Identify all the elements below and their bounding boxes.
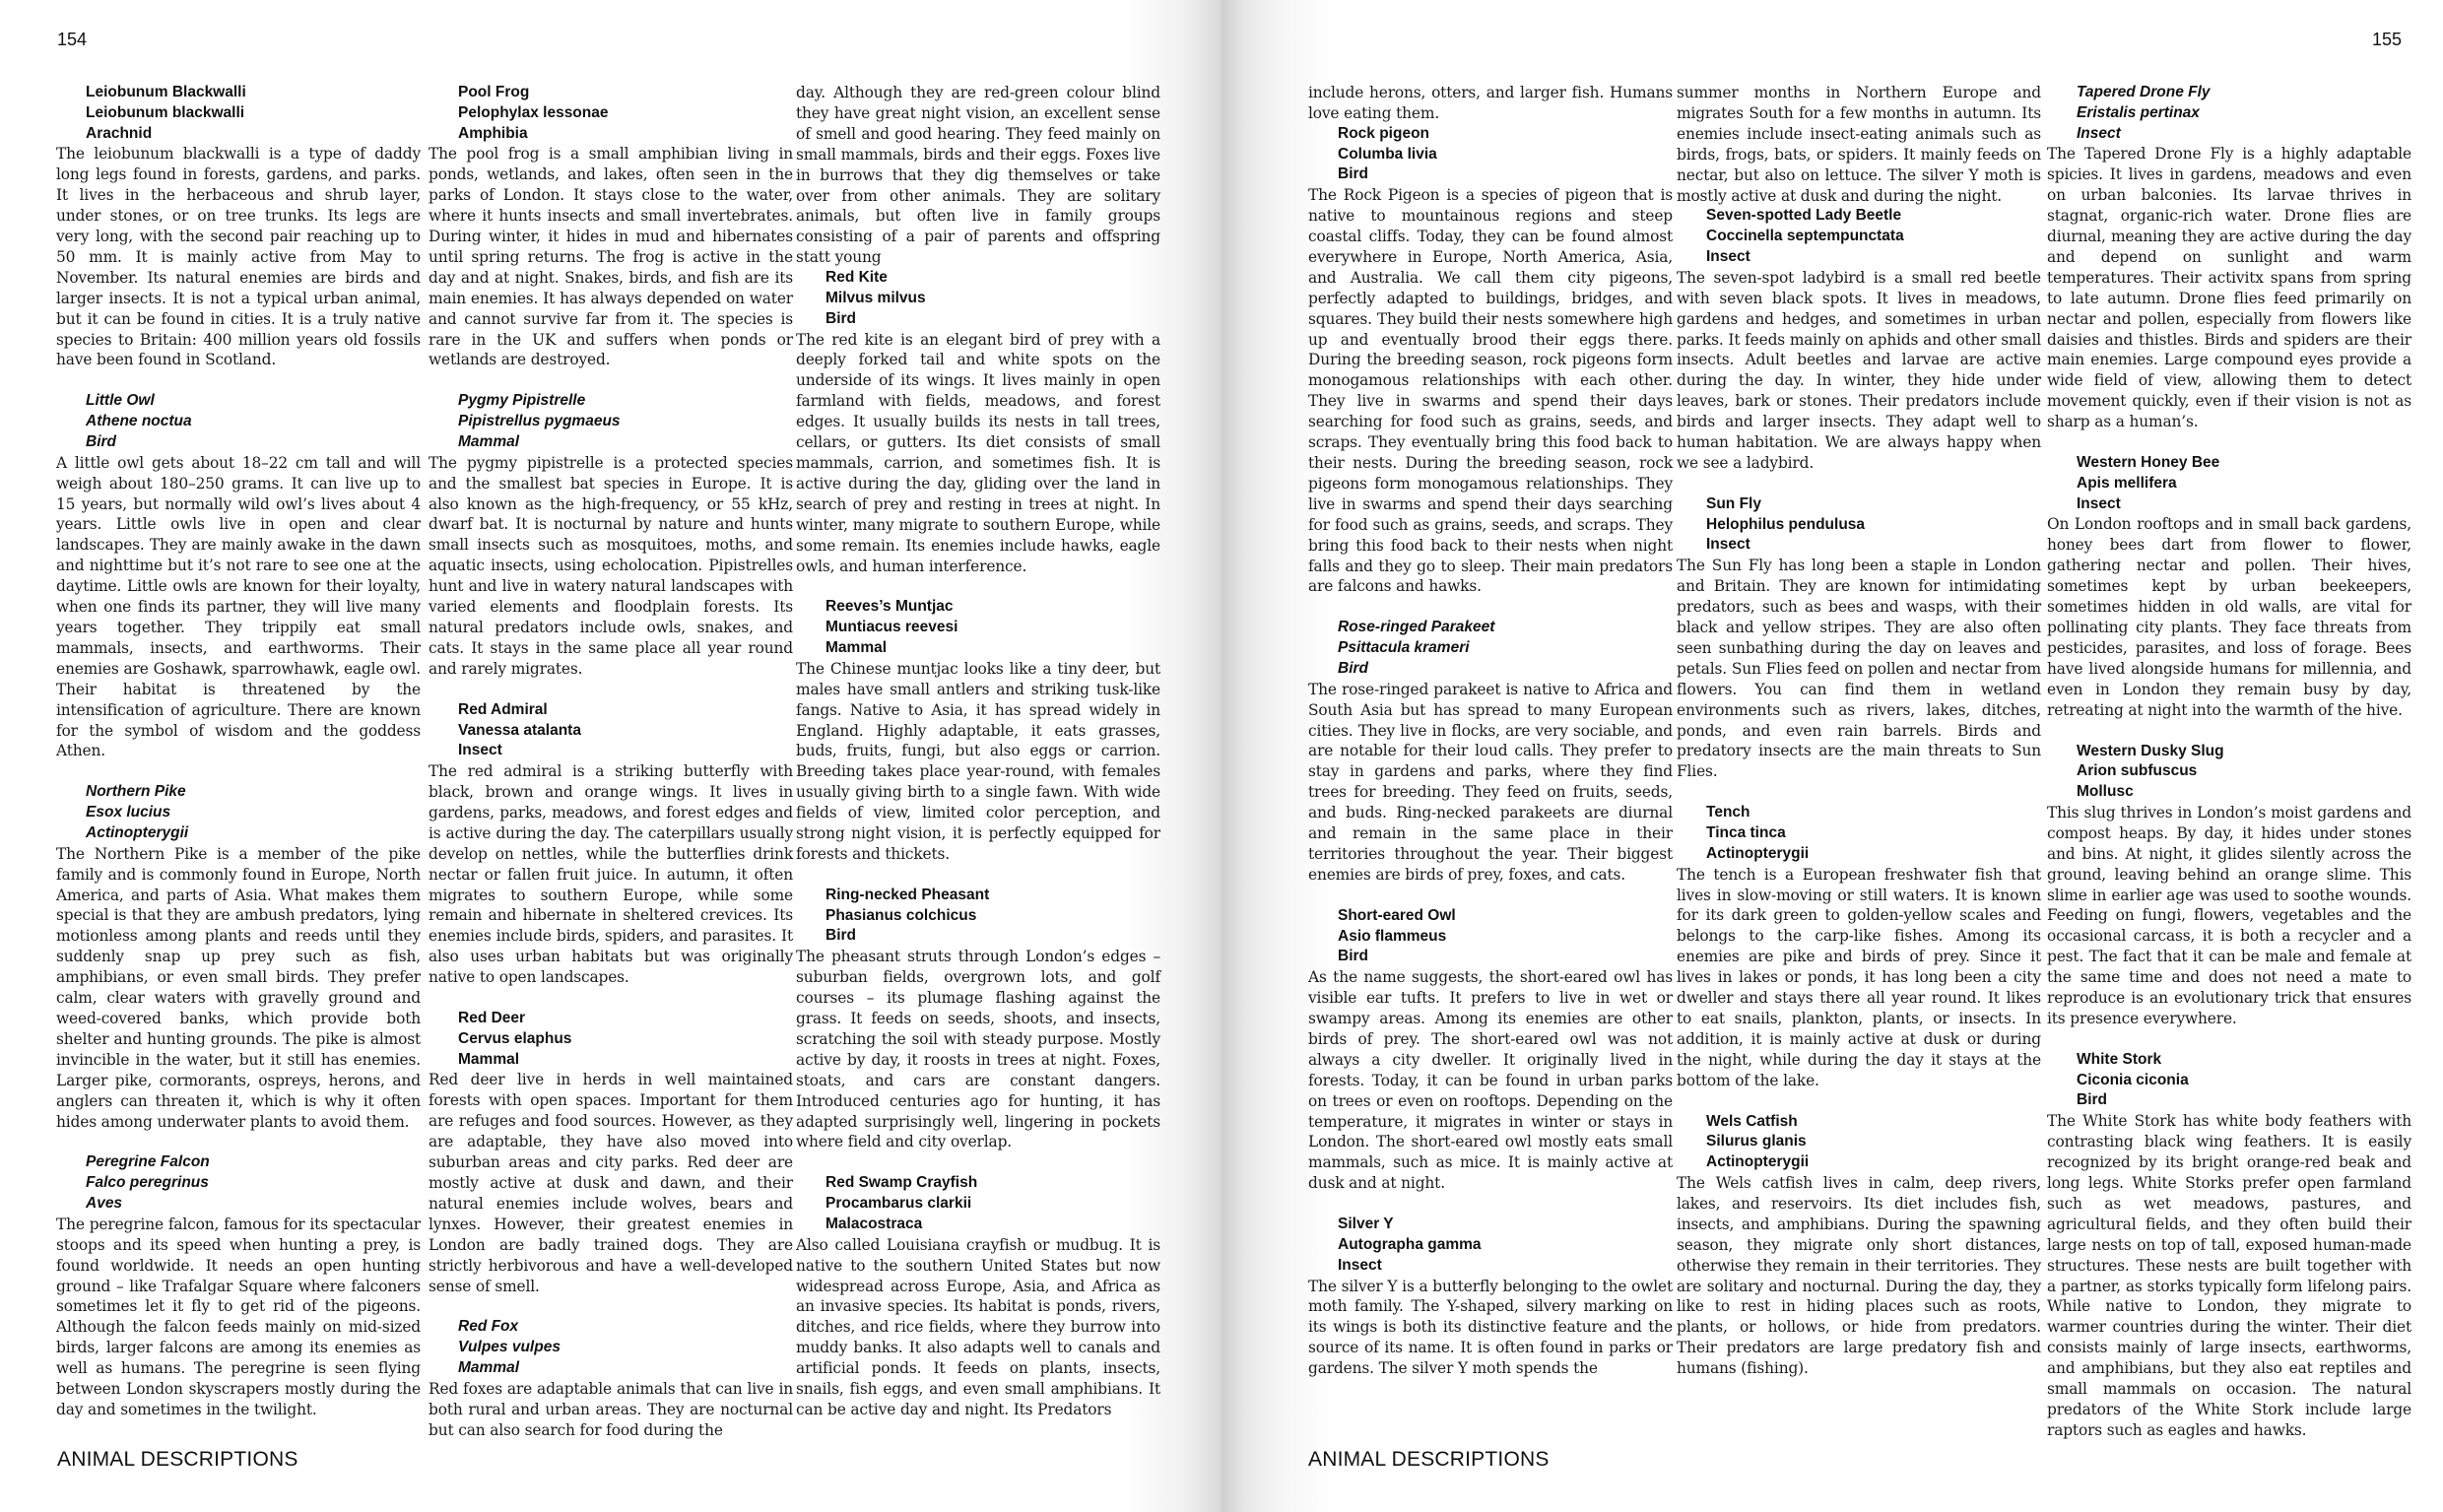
- text-column: [1308, 83, 1673, 1400]
- animal-class: Mammal: [458, 1359, 520, 1377]
- animal-class: Insect: [1706, 248, 1750, 266]
- entry-description: The Chinese muntjac looks like a tiny deer, but males have small antlers and striking tusk-like fangs. Native to Asia, it has spread widely in England. Highly adaptable, it eats grasses, buds, fruits, fungi, but also eggs or carrion. Breeding takes place year-round, with females usually giving birth to a single fawn. With wide fields of view, limited color perception, and strong night vision, it is perfectly equipped for forests and thickets.: [796, 659, 1160, 863]
- animal-entry: [429, 1009, 793, 1296]
- common-name: Tench: [1706, 804, 1750, 822]
- animal-class: Malacostraca: [825, 1215, 923, 1232]
- animal-class: Arachnid: [86, 124, 153, 142]
- entry-heading: [56, 782, 421, 843]
- running-footer: ANIMAL DESCRIPTIONS: [57, 1448, 298, 1471]
- animal-entry: [1308, 1215, 1673, 1379]
- entry-heading: [2047, 83, 2411, 144]
- scientific-name: Eristalis pertinax: [2077, 103, 2200, 121]
- animal-class: Actinopterygii: [1706, 844, 1810, 862]
- entry-heading: [429, 83, 793, 144]
- entry-description: The tench is a European freshwater fish that lives in slow-moving or still waters. It is known for its dark green to golden-yellow scales and belongs to the carp-like fishes. Among its enemies are pike and birds of prey. Since it lives in lakes or ponds, it has long been a city dweller and stays there all year round. It likes to eat snails, plankton, plants, or insects. In addition, it is mainly active at dusk or during the night, while during the day it stays at the bottom of the lake.: [1677, 865, 2041, 1089]
- scientific-name: Phasianus colchicus: [825, 906, 977, 924]
- animal-entry: [1677, 803, 2041, 1090]
- entry-heading: [1677, 803, 2041, 864]
- common-name: Peregrine Falcon: [86, 1153, 210, 1171]
- entry-heading: [2047, 1050, 2411, 1111]
- common-name: Little Owl: [86, 392, 155, 410]
- animal-class: Bird: [1338, 659, 1368, 677]
- entry-description: Red deer live in herds in well maintained forests with open spaces. Important for them are refuges and food sources. However, as they are adaptable, they have also moved into suburban areas and city parks. Red deer are mostly active at dusk and dawn, and their natural enemies include wolves, bears and lynxes. However, their greatest enemies in London are badly trained dogs. They are strictly herbivorous and have a well-developed sense of smell.: [429, 1071, 793, 1295]
- animal-entry: [1308, 124, 1673, 598]
- entry-heading: [56, 83, 421, 144]
- continued-text: summer months in Northern Europe and migrates South for a few months in autumn. Its enemies include insect-eating animals such as birds, frogs, bats, or spiders. It mainly feeds on nectar, but also on lettuce. The silver Y moth is mostly active at dusk and during the night.: [1677, 84, 2041, 205]
- common-name: Silver Y: [1338, 1216, 1394, 1233]
- continued-text: include herons, otters, and larger fish. Humans love eating them.: [1308, 84, 1673, 122]
- animal-class: Actinopterygii: [86, 823, 189, 841]
- common-name: Wels Catfish: [1706, 1112, 1798, 1130]
- scientific-name: Vulpes vulpes: [458, 1339, 561, 1356]
- entry-description: The Rock Pigeon is a species of pigeon that is native to mountainous regions and steep coastal cliffs. Today, they can be found almost everywhere in Europe, North America, Asia, and Australia. We call them city pigeons, perfectly adapted to buildings, bridges, and squares. They build their nests somewhere high up and eventually brood their eggs there. During the breeding season, rock pigeons form monogamous relationships with each other. They live in swarms and spend their days searching for food such as grains, seeds, and scraps. They eventually bring this food back to their nests. During the breeding season, rock pigeons form monogamous relationships. They live in swarms and spend their days searching for food such as grains, seeds, and scraps. They bring this food back to their nests when night falls and they go to sleep. Their main predators are falcons and hawks.: [1308, 186, 1673, 596]
- entry-heading: [2047, 742, 2411, 803]
- page-number: 155: [2371, 30, 2402, 49]
- scientific-name: Helophilus pendulusa: [1706, 515, 1866, 533]
- entry-description: The red admiral is a striking butterfly with black, brown and orange wings. It lives in gardens, parks, meadows, and forest edges and is active during the day. The caterpillars usually develop on nettles, while the butterflies drink nectar or fallen fruit juice. In autumn, it often migrates to southern Europe, while some remain and hibernate in sheltered crevices. Its enemies include birds, spiders, and parasites. It also uses urban habitats but was originally native to open landscapes.: [429, 762, 793, 987]
- animal-class: Mammal: [458, 1050, 520, 1068]
- animal-entry: [1308, 906, 1673, 1194]
- common-name: Short-eared Owl: [1338, 906, 1456, 924]
- entry-description: The pool frog is a small amphibian living in ponds, wetlands, and lakes, often seen in the parks of London. It stays close to the water, where it hunts insects and small invertebrates. During winter, it hides in mud and hibernates until spring returns. The frog is active in the day and at night. Snakes, birds, and fish are its main enemies. It has always depended on water and cannot survive far from it. The species is rare in the UK and suffers when ponds or wetlands are destroyed.: [429, 145, 793, 369]
- animal-entry: [796, 597, 1160, 864]
- common-name: Western Dusky Slug: [2077, 742, 2224, 759]
- entry-description: The rose-ringed parakeet is native to Africa and South Asia but has spread to many European cities. They live in flocks, are very sociable, and are notable for their loud calls. They prefer to stay in gardens and parks, where they find trees for breeding. They feed on fruits, seeds, and buds. Ring-necked parakeets are diurnal and remain in the same place in their territories throughout the year. Their biggest enemies are birds of prey, foxes, and cats.: [1308, 680, 1673, 884]
- entry-heading: [56, 1152, 421, 1214]
- common-name: Red Admiral: [458, 700, 548, 718]
- text-column: [56, 83, 421, 1441]
- animal-class: Insect: [1706, 536, 1750, 554]
- entry-heading: [796, 597, 1160, 658]
- entry-heading: [796, 1173, 1160, 1234]
- animal-entry: [2047, 83, 2411, 432]
- common-name: Tapered Drone Fly: [2077, 84, 2211, 100]
- entry-heading: [1677, 494, 2041, 556]
- text-column: [1677, 83, 2041, 1400]
- scientific-name: Apis mellifera: [2077, 474, 2177, 492]
- scientific-name: Coccinella septempunctata: [1706, 228, 1904, 245]
- animal-class: Amphibia: [458, 124, 528, 142]
- running-footer: ANIMAL DESCRIPTIONS: [1308, 1448, 1550, 1471]
- entry-description: The silver Y is a butterfly belonging to the owlet moth family. The Y-shaped, silvery marking on its wings is both its distinctive feature and the source of its name. It is often found in parks or gardens. The silver Y moth spends the: [1308, 1277, 1673, 1378]
- entry-description: This slug thrives in London’s moist gardens and compost heaps. By day, it hides under stones and bins. At night, it glides silently across the ground, leaving behind an orange slime. This slime in earlier age was used to soothe wounds. Feeding on fungi, flowers, vegetables and the occasional carcass, it is both a recycler and a pest. The fact that it can be male and female at the same time and does not need a mate to reproduce is an evolutionary trick that ensures its presence everywhere.: [2047, 803, 2411, 1027]
- entry-heading: [1308, 906, 1673, 967]
- scientific-name: Cervus elaphus: [458, 1029, 572, 1047]
- scientific-name: Leiobunum blackwalli: [86, 103, 245, 121]
- text-column: [429, 83, 793, 1462]
- entry-heading: [1308, 124, 1673, 185]
- common-name: Red Swamp Crayfish: [825, 1174, 978, 1192]
- common-name: Seven-spotted Lady Beetle: [1706, 207, 1902, 225]
- common-name: Ring-necked Pheasant: [825, 886, 990, 903]
- common-name: Red Deer: [458, 1010, 526, 1027]
- animal-entry: [1677, 206, 2041, 473]
- entry-heading: [796, 886, 1160, 947]
- animal-entry: [56, 1152, 421, 1419]
- entry-heading: [429, 391, 793, 452]
- entry-description: The Northern Pike is a member of the pike family and is commonly found in Europe, North America, and parts of Asia. What makes them special is that they are ambush predators, lying motionless among plants and reeds until they suddenly snap up prey such as fish, amphibians, or even small birds. They prefer calm, clear waters with gravelly ground and weed-covered banks, which provide both shelter and hunting grounds. The pike is almost invincible in the water, but it still has enemies. Larger pike, cormorants, ospreys, herons, and anglers can threaten it, which is why it often hides among underwater plants to avoid them.: [56, 844, 421, 1131]
- animal-class: Insect: [2077, 494, 2121, 512]
- animal-class: Bird: [1338, 165, 1368, 183]
- entry-description: The seven-spot ladybird is a small red beetle with seven black spots. It lives in meadows, gardens and hedges, and sometimes in urban parks. It feeds mainly on aphids and other small insects. Adult beetles and larvae are active during the day. In winter, they hide under leaves, bark or stones. Their predators include birds and larger insects. They adapt well to human habitation. We are always happy when we see a ladybird.: [1677, 268, 2041, 472]
- animal-class: Insect: [2077, 124, 2121, 142]
- common-name: Northern Pike: [86, 783, 186, 801]
- entry-heading: [429, 1317, 793, 1378]
- animal-class: Mammal: [825, 639, 888, 657]
- entry-heading: [1308, 1215, 1673, 1276]
- animal-entry: [429, 1317, 793, 1440]
- scientific-name: Psittacula krameri: [1338, 639, 1470, 657]
- entry-heading: [1677, 1112, 2041, 1173]
- animal-class: Bird: [2077, 1091, 2107, 1109]
- entry-heading: [2047, 453, 2411, 514]
- entry-description: The Tapered Drone Fly is a highly adaptable spicies. It lives in gardens, meadows and even on urban balconies. Its larvae thrives in stagnat, organic-rich water. Drone flies are diurnal, meaning they are active during the day and depend on sunlight and warm temperatures. Their activitx spans from spring to late autumn. Drone flies feed primarily on nectar and pollen, especially from flowers like daisies and thistles. Birds and spiders are their main enemies. Large compound eyes provide a wide field of view, allowing them to detect movement quickly, even if their vision is not as sharp as a human’s.: [2047, 145, 2411, 431]
- animal-class: Bird: [825, 927, 856, 945]
- entry-description: The pheasant struts through London’s edges – suburban fields, overgrown lots, and golf courses – its plumage flashing against the grass. It feeds on seeds, shoots, and insects, scratching the soil with steady purpose. Mostly active by day, it roosts in trees at night. Foxes, stoats, and cars are constant dangers. Introduced centuries ago for hunting, it has adapted surprisingly well, lingering in pockets where field and city overlap.: [796, 948, 1160, 1151]
- common-name: Reeves’s Muntjac: [825, 598, 954, 616]
- entry-description: On London rooftops and in small back gardens, honey bees dart from flower to flower, gathering nectar and pollen. Their hives, sometimes kept by urban beekeepers, sometimes hidden in old walls, are vital for pollinating city plants. They face threats from pesticides, parasites, and loss of forage. Bees have lived alongside humans for millennia, and even in London they remain busy by day, retreating at night into the warmth of the hive.: [2047, 515, 2411, 719]
- animal-entry: [429, 391, 793, 679]
- common-name: Red Fox: [458, 1318, 519, 1336]
- right-page: [1222, 0, 2443, 1512]
- entry-description: The red kite is an elegant bird of prey with a deeply forked tail and white spots on the underside of its wings. It lives mainly in open farmland with fields, meadows, and forest edges. It usually builds its nests in tall trees, cellars, or gutters. Its diet consists of small mammals, carrion, and sometimes fish. It is active during the day, gliding over the land in search of prey and resting in trees at night. In winter, many migrate to southern Europe, while some remain. Its enemies include hawks, eagle owls, and human interference.: [796, 330, 1160, 575]
- entry-description: Also called Louisiana crayfish or mudbug. It is native to the southern United States but now widespread across Europe, Asia, and Africa as an invasive species. Its habitat is ponds, rivers, ditches, and rice fields, where they burrow into muddy banks. It also adapts well to canals and artificial ponds. It feeds on plants, insects, snails, fish eggs, and even small amphibians. It can be active day and night. Its Predators: [796, 1235, 1160, 1418]
- page-number: 154: [57, 30, 88, 49]
- scientific-name: Falco peregrinus: [86, 1174, 209, 1192]
- entry-heading: [429, 700, 793, 761]
- animal-entry: [2047, 453, 2411, 720]
- animal-entry: [1677, 494, 2041, 782]
- entry-description: The White Stork has white body feathers with contrasting black wing feathers. It is easily recognized by its bright orange-red beak and long legs. White Storks prefer open farmland such as wet meadows, pastures, and agricultural fields, and they often build their large nests on top of tall, exposed human-made structures. These nests are built together with a partner, as storks typically form lifelong pairs. While native to London, they migrate to warmer countries during the winter. Their diet consists mainly of large insects, earthworms, and amphibians, but they also eat reptiles and small mammals on occasion. The natural predators of the White Stork include large raptors such as eagles and hawks.: [2047, 1112, 2411, 1439]
- animal-class: Insect: [1338, 1256, 1382, 1274]
- animal-class: Bird: [86, 432, 116, 450]
- scientific-name: Silurus glanis: [1706, 1133, 1807, 1150]
- text-column: [796, 83, 1160, 1441]
- entry-description: As the name suggests, the short-eared owl has visible ear tufts. It prefers to live in wet or swampy areas. Among its enemies are other birds of prey. The short-eared owl was not always a city dweller. It originally lived in forests. Today, it can be found in urban parks on trees or even on rooftops. Depending on the temperature, it migrates in winter or stays in London. The short-eared owl mostly eats small mammals, such as mice. It is mainly active at dusk and at night.: [1308, 968, 1673, 1193]
- animal-entry: [429, 83, 793, 370]
- scientific-name: Ciconia ciconia: [2077, 1071, 2189, 1088]
- entry-heading: [796, 268, 1160, 329]
- entry-heading: [1308, 618, 1673, 679]
- entry-heading: [56, 391, 421, 452]
- scientific-name: Asio flammeus: [1338, 927, 1447, 945]
- animal-entry: [429, 700, 793, 988]
- animal-entry: [56, 391, 421, 761]
- animal-class: Aves: [86, 1195, 123, 1213]
- common-name: Pool Frog: [458, 84, 530, 100]
- animal-entry: [1677, 1112, 2041, 1379]
- animal-entry: [1308, 618, 1673, 885]
- animal-entry: [796, 1173, 1160, 1420]
- animal-class: Mollusc: [2077, 783, 2134, 801]
- scientific-name: Athene noctua: [86, 413, 192, 430]
- animal-entry: [796, 268, 1160, 576]
- common-name: White Stork: [2077, 1050, 2162, 1068]
- scientific-name: Vanessa atalanta: [458, 721, 581, 739]
- entry-description: The peregrine falcon, famous for its spectacular stoops and its speed when hunting a prey, is found worldwide. It needs an open hunting ground – like Trafalgar Square where falconers sometimes let it fly to get rid of the pigeons. Although the falcon feeds mainly on mid-sized birds, larger falcons are among its enemies as well as humans. The peregrine is seen flying between London skyscrapers mostly during the day and sometimes in the twilight.: [56, 1215, 421, 1418]
- animal-class: Bird: [1338, 948, 1368, 965]
- common-name: Rose-ringed Parakeet: [1338, 619, 1495, 636]
- scientific-name: Autographa gamma: [1338, 1235, 1482, 1253]
- animal-class: Mammal: [458, 432, 520, 450]
- animal-entry: [56, 782, 421, 1132]
- animal-class: Actinopterygii: [1706, 1153, 1810, 1171]
- continued-text: day. Although they are red-green colour blind they have great night vision, an excellent sense of smell and good hearing. They feed mainly on small mammals, birds and their eggs. Foxes live in burrows that they dig themselves or take over from other animals. They are solitary animals, but often live in family groups consisting of a pair of parents and offspring statt young: [796, 84, 1160, 267]
- scientific-name: Milvus milvus: [825, 289, 926, 306]
- scientific-name: Procambarus clarkii: [825, 1195, 972, 1213]
- scientific-name: Pipistrellus pygmaeus: [458, 413, 621, 430]
- entry-description: Red foxes are adaptable animals that can live in both rural and urban areas. They are nocturnal but can also search for food during the: [429, 1379, 793, 1439]
- common-name: Leiobunum Blackwalli: [86, 84, 246, 100]
- scientific-name: Columba livia: [1338, 145, 1437, 163]
- animal-entry: [796, 886, 1160, 1152]
- entry-description: A little owl gets about 18–22 cm tall and will weigh about 180–250 grams. It can live up to 15 years, but normally wild owl’s lives about 4 years. Little owls live in open and clear landscapes. They are mainly awake in the dawn and nighttime but it’s not rare to see one at the daytime. Little owls are known for their loyalty, when one finds its partner, they will live many years together. They trippily eat small mammals, insects, and earthworms. Their enemies are Goshawk, sparrowhawk, eagle owl. Their habitat is threatened by the intensification of agriculture. There are known for the symbol of wisdom and the goddess Athen.: [56, 453, 421, 760]
- scientific-name: Muntiacus reevesi: [825, 619, 958, 636]
- animal-class: Insect: [458, 742, 502, 759]
- scientific-name: Tinca tinca: [1706, 824, 1786, 842]
- entry-heading: [429, 1009, 793, 1070]
- animal-class: Bird: [825, 309, 856, 327]
- scientific-name: Esox lucius: [86, 804, 171, 822]
- entry-description: The Sun Fly has long been a staple in London and Britain. They are known for intimidating predators, such as bees and wasps, with their black and yellow stripes. They are also often seen sunbathing during the day on leaves and petals. Sun Flies feed on pollen and nectar from flowers. You can find them in wetland environments such as rivers, lakes, ditches, ponds, and even rain barrels. Birds and predatory insects are the main threats to Sun Flies.: [1677, 557, 2041, 781]
- common-name: Rock pigeon: [1338, 124, 1430, 142]
- common-name: Pygmy Pipistrelle: [458, 392, 586, 410]
- entry-heading: [1677, 206, 2041, 267]
- common-name: Sun Fly: [1706, 494, 1761, 512]
- scientific-name: Arion subfuscus: [2077, 762, 2198, 780]
- animal-entry: [2047, 742, 2411, 1029]
- animal-entry: [2047, 1050, 2411, 1441]
- text-column: [2047, 83, 2411, 1462]
- entry-description: The Wels catfish lives in calm, deep rivers, lakes, and reservoirs. Its diet includes fish, insects, and amphibians. During the spawning season, they migrate only short distances, otherwise they remain in their territories. They are solitary and nocturnal. During the day, they like to rest in hiding places such as roots, plants, or hollows, or hide from predators. Their predators are large predatory fish and humans (fishing).: [1677, 1174, 2041, 1378]
- entry-description: The leiobunum blackwalli is a type of daddy long legs found in forests, gardens, and parks. It lives in the herbaceous and shrub layer, under stones, or on tree trunks. Its legs are very long, with the second pair reaching up to 50 mm. It is mainly active from May to November. Its natural enemies are birds and larger insects. It is not a typical urban animal, but it can be found in cities. It is a truly native species to Britain: 400 million years old fossils have been found in Scotland.: [56, 145, 421, 369]
- entry-description: The pygmy pipistrelle is a protected species and the smallest bat species in Europe. It is also known as the high-frequency, or 55 kHz, dwarf bat. It is nocturnal by nature and hunts small insects such as mosquitoes, moths, and aquatic insects, using echolocation. Pipistrelles hunt and live in watery natural landscapes with varied elements and floodplain forests. Its natural predators include owls, snakes, and cats. It stays in the same place all year round and rarely migrates.: [429, 453, 793, 678]
- animal-entry: [56, 83, 421, 370]
- common-name: Western Honey Bee: [2077, 454, 2220, 472]
- scientific-name: Pelophylax lessonae: [458, 103, 609, 121]
- common-name: Red Kite: [825, 269, 888, 287]
